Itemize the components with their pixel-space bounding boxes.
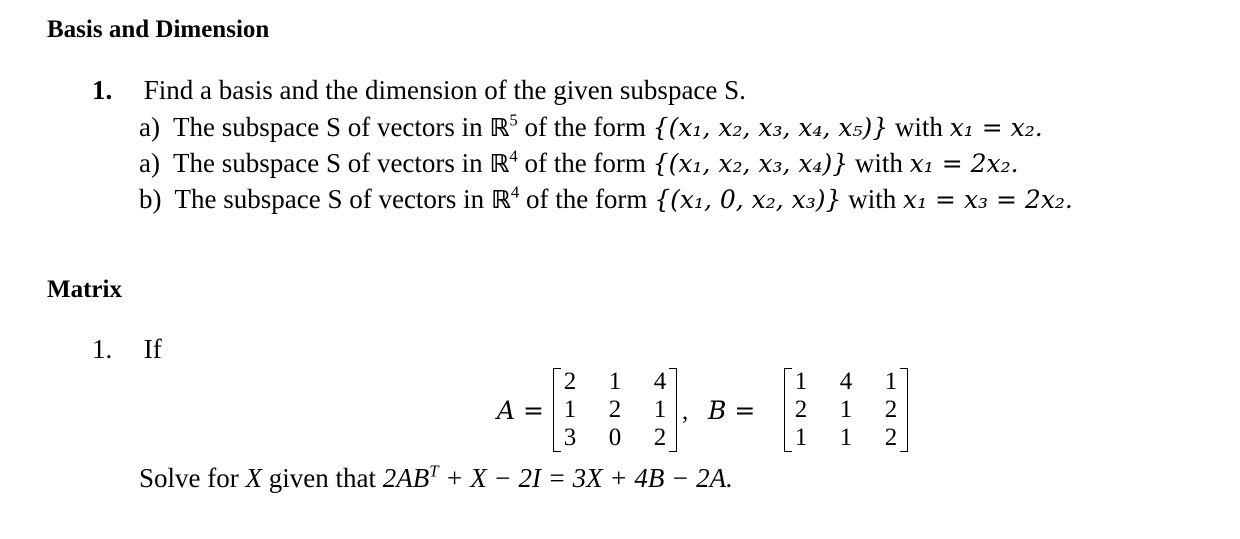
- matrix-cell: 1: [794, 368, 808, 395]
- matrix-cell: 0: [608, 424, 622, 451]
- matrix-a: [553, 368, 677, 452]
- transpose-symbol: T: [429, 461, 439, 481]
- matrix-b-label: B =: [708, 396, 756, 425]
- matrix-cell: 1: [839, 396, 853, 423]
- vector-set: {(x₁, 0, x₂, x₃)}: [654, 185, 842, 214]
- space-dimension: 5: [509, 110, 518, 130]
- vector-set: {(x₁, x₂, x₃, x₄, x₅)}: [652, 113, 889, 142]
- matrix-a-label: A =: [497, 396, 544, 425]
- matrix-cell: 1: [653, 396, 667, 423]
- matrix-b: [784, 368, 908, 452]
- part-text: with: [848, 184, 897, 214]
- matrix-cell: 1: [563, 396, 577, 423]
- problem-1-line: [92, 331, 162, 367]
- matrix-cell: 2: [794, 396, 808, 423]
- condition: x₁ = 2x₂.: [909, 149, 1019, 178]
- solve-text: Solve for: [139, 463, 239, 493]
- matrix-cell: 2: [653, 424, 667, 451]
- real-space-symbol: ℝ: [490, 185, 511, 214]
- part-label: a): [139, 112, 160, 142]
- part-label: a): [139, 148, 160, 178]
- matrix-cell: 3: [563, 424, 577, 451]
- real-space-symbol: ℝ: [489, 113, 510, 142]
- part-text: with: [894, 112, 943, 142]
- solve-variable: X: [245, 463, 262, 493]
- matrix-cell: 4: [653, 368, 667, 395]
- matrix-cell: 2: [563, 368, 577, 395]
- space-dimension: 4: [509, 146, 518, 166]
- solve-line: [139, 460, 733, 496]
- problem-number: 1.: [92, 334, 113, 364]
- condition: x₁ = x₂.: [949, 113, 1043, 142]
- part-text: of the form: [525, 184, 648, 214]
- problem-text: If: [143, 334, 162, 364]
- part-text: The subspace S of vectors in: [173, 148, 483, 178]
- part-text: of the form: [524, 148, 646, 178]
- matrix-cell: 2: [884, 424, 898, 451]
- matrix-cell: 1: [608, 368, 622, 395]
- equation: [383, 463, 733, 493]
- solve-given: given that: [268, 463, 376, 493]
- real-space-symbol: ℝ: [489, 149, 510, 178]
- matrix-cell: 1: [839, 424, 853, 451]
- part-text: The subspace S of vectors in: [174, 184, 485, 214]
- matrix-cell: 2: [884, 396, 898, 423]
- part-item: [139, 109, 1043, 146]
- problem-number: 1.: [92, 75, 113, 105]
- part-item: [139, 181, 1073, 218]
- matrix-cell: 1: [794, 424, 808, 451]
- part-label: b): [139, 184, 162, 214]
- part-item: [139, 145, 1019, 182]
- problem-1-line: [92, 72, 746, 108]
- part-text: The subspace S of vectors in: [173, 112, 483, 142]
- matrix-separator: ,: [682, 398, 689, 425]
- problem-text: Find a basis and the dimension of the given subspace S.: [143, 75, 746, 105]
- section-title-matrix: Matrix: [47, 276, 122, 303]
- matrix-cell: 2: [608, 396, 622, 423]
- vector-set: {(x₁, x₂, x₃, x₄)}: [652, 149, 849, 178]
- equation-lhs: 2AB: [382, 463, 430, 493]
- matrix-cell: 4: [839, 368, 853, 395]
- part-text: of the form: [524, 112, 646, 142]
- matrix-cell: 1: [884, 368, 898, 395]
- section-title-basis-dimension: Basis and Dimension: [47, 16, 270, 43]
- condition: x₁ = x₃ = 2x₂.: [902, 185, 1073, 214]
- space-dimension: 4: [510, 182, 520, 202]
- equation-rest: + X − 2I = 3X + 4B − 2A.: [445, 463, 733, 493]
- part-text: with: [854, 148, 903, 178]
